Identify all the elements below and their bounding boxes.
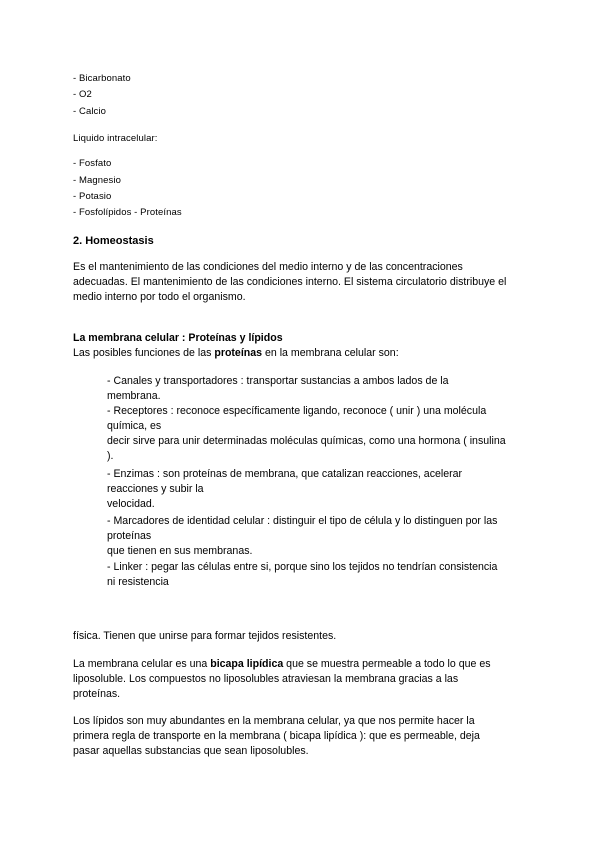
bullet-line: - Receptores : reconoce específicamente ligando, reconoce ( unir ) una molécula bbox=[107, 405, 487, 417]
bullet-line: química, es bbox=[107, 420, 162, 432]
paragraph-line: liposoluble. Los compuestos no liposolubles atraviesan la membrana gracias a las bbox=[73, 673, 459, 685]
bullet-line: - Canales y transportadores : transportar sustancias a ambos lados de la bbox=[107, 375, 449, 387]
section-heading-membrane: La membrana celular : Proteínas y lípidos bbox=[73, 332, 283, 344]
para-bold: bicapa lipídica bbox=[210, 658, 284, 670]
para-text: La membrana celular es una bbox=[73, 658, 211, 670]
paragraph-line: medio interno por todo el organismo. bbox=[73, 291, 246, 303]
paragraph-line: pasar aquellas substancias que sean liposolubles. bbox=[73, 745, 309, 757]
bullet-line: ). bbox=[107, 450, 114, 462]
paragraph-line: adecuadas. El mantenimiento de las condiciones interno. El sistema circulatorio distribuye el bbox=[73, 276, 507, 288]
list-item: - O2 bbox=[73, 89, 92, 100]
bullet-line: - Enzimas : son proteínas de membrana, que catalizan reacciones, acelerar bbox=[107, 468, 463, 480]
section-heading-homeostasis: 2. Homeostasis bbox=[73, 235, 154, 247]
paragraph-line bbox=[73, 657, 491, 672]
paragraph-line: proteínas. bbox=[73, 688, 121, 700]
list-item: - Calcio bbox=[73, 106, 107, 117]
intro-text-end: en la membrana celular son: bbox=[262, 347, 399, 359]
bullet-line: membrana. bbox=[107, 390, 161, 402]
bullet-line: - Marcadores de identidad celular : distinguir el tipo de célula y lo distinguen por las bbox=[107, 515, 498, 527]
bullet-line: reacciones y subir la bbox=[107, 483, 204, 495]
paragraph-line: Es el mantenimiento de las condiciones del medio interno y de las concentraciones bbox=[73, 261, 463, 273]
intro-bold: proteínas bbox=[214, 347, 263, 359]
bullet-line: - Linker : pegar las células entre si, porque sino los tejidos no tendrían consistencia bbox=[107, 561, 498, 573]
bullet-line: que tienen en sus membranas. bbox=[107, 545, 253, 557]
intracellular-label: Liquido intracelular: bbox=[73, 133, 158, 144]
list-item: - Bicarbonato bbox=[73, 73, 131, 84]
bullet-line: proteínas bbox=[107, 530, 152, 542]
bullet-line: decir sirve para unir determinadas moléculas químicas, como una hormona ( insulina bbox=[107, 435, 506, 447]
intro-text: Las posibles funciones de las bbox=[73, 347, 215, 359]
para-text-end: que se muestra permeable a todo lo que es bbox=[283, 658, 491, 670]
list-item: - Magnesio bbox=[73, 175, 121, 186]
continuation-line: física. Tienen que unirse para formar tejidos resistentes. bbox=[73, 630, 337, 642]
list-item: - Fosfato bbox=[73, 158, 112, 169]
list-item: - Fosfolípidos - Proteínas bbox=[73, 207, 182, 218]
list-item: - Potasio bbox=[73, 191, 112, 202]
paragraph-line: Los lípidos son muy abundantes en la membrana celular, ya que nos permite hacer la bbox=[73, 715, 475, 727]
bullet-line: ni resistencia bbox=[107, 576, 169, 588]
paragraph-line: primera regla de transporte en la membrana ( bicapa lipídica ): que es permeable, deja bbox=[73, 730, 480, 742]
membrane-intro bbox=[73, 346, 399, 361]
bullet-line: velocidad. bbox=[107, 498, 155, 510]
